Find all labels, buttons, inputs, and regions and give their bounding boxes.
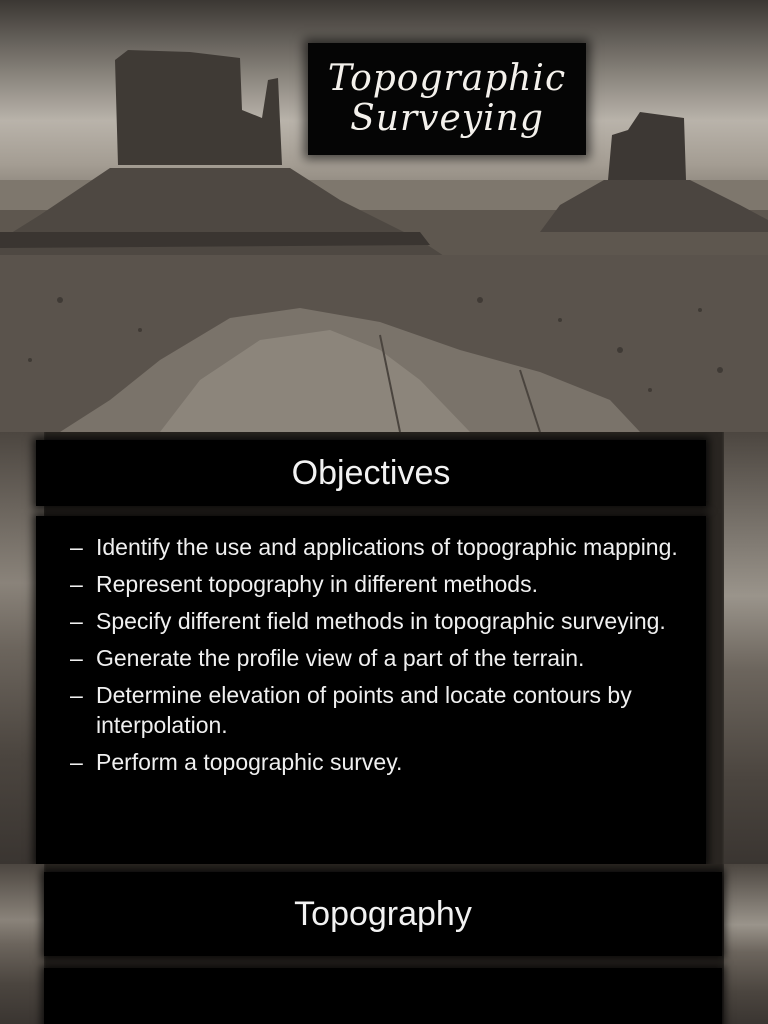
objective-item — [70, 680, 706, 740]
objective-text: Specify different field methods in topographic surveying. — [96, 608, 666, 634]
title-box — [308, 43, 586, 155]
topography-slide — [0, 864, 768, 1024]
background-strip-right — [724, 864, 768, 1024]
topography-heading-panel — [44, 872, 722, 956]
topography-heading: Topography — [294, 894, 472, 933]
objective-item — [70, 532, 706, 562]
bullet-dash: – — [70, 749, 83, 775]
objectives-list — [36, 516, 706, 777]
objective-item — [70, 643, 706, 673]
objectives-slide — [0, 432, 768, 864]
objective-item — [70, 747, 706, 777]
objective-text: Represent topography in different methods. — [96, 571, 538, 597]
objective-text: Perform a topographic survey. — [96, 749, 403, 775]
bullet-dash: – — [70, 534, 83, 560]
objectives-heading-panel — [36, 440, 706, 506]
objectives-heading: Objectives — [291, 453, 451, 492]
objective-item — [70, 569, 706, 599]
objectives-body-panel — [36, 516, 706, 864]
objective-text: Identify the use and applications of topographic mapping. — [96, 534, 678, 560]
title-slide — [0, 0, 768, 432]
background-strip-left — [0, 864, 44, 1024]
topography-body-panel — [44, 968, 722, 1024]
objective-text: Generate the profile view of a part of the terrain. — [96, 645, 585, 671]
bullet-dash: – — [70, 571, 83, 597]
title-line-1: Topographic — [327, 58, 567, 99]
bullet-dash: – — [70, 608, 83, 634]
bullet-dash: – — [70, 682, 83, 708]
title-line-2: Surveying — [350, 98, 544, 139]
objective-item — [70, 606, 706, 636]
background-strip-right — [724, 432, 768, 864]
objective-text: Determine elevation of points and locate contours by interpolation. — [96, 682, 632, 738]
bullet-dash: – — [70, 645, 83, 671]
